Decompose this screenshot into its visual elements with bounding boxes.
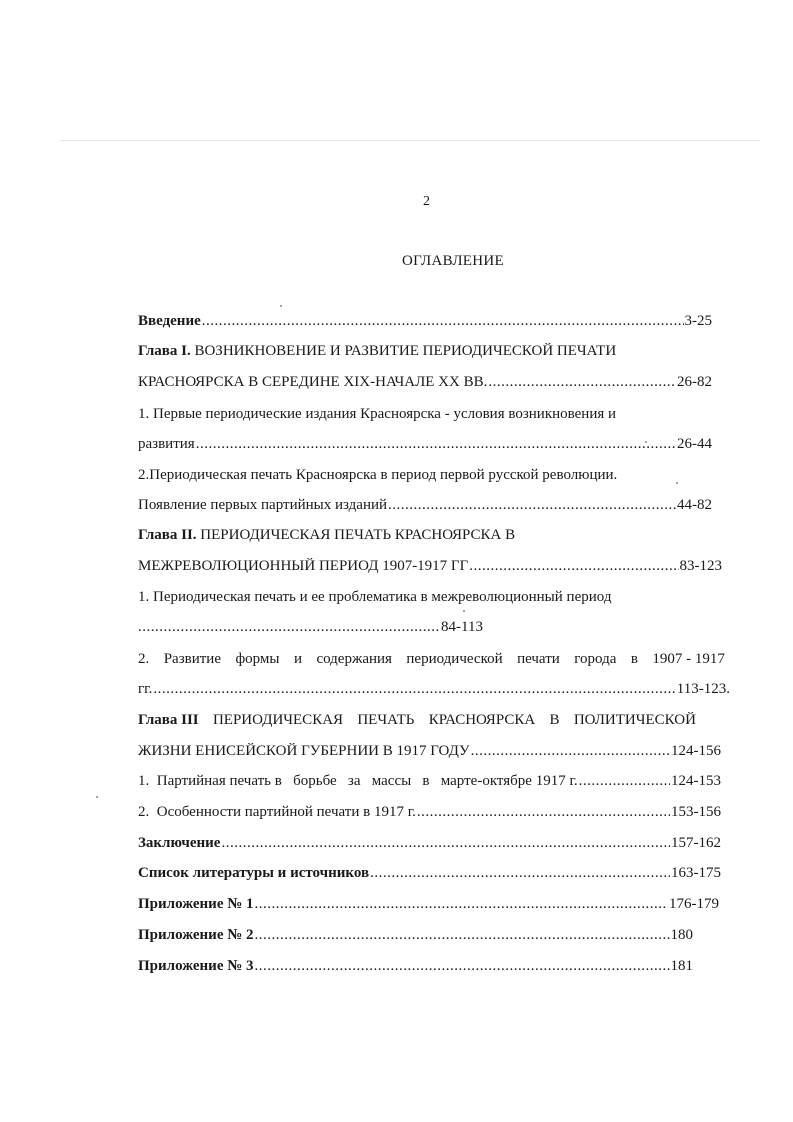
toc-entry-pages: 181: [670, 958, 693, 974]
chapter-title-line1: ВОЗНИКНОВЕНИЕ И РАЗВИТИЕ ПЕРИОДИЧЕСКОЙ ПЕЧАТИ: [194, 343, 617, 359]
section-title: 2. Особенности партийной печати в 1917 г.: [138, 804, 416, 820]
toc-entry-pages: 44-82: [677, 497, 712, 513]
toc-section-2-2-heading[interactable]: [138, 651, 725, 671]
toc-entry-pages: 84-113: [441, 619, 483, 635]
dot-leader: [255, 927, 670, 944]
toc-chapter-2[interactable]: [138, 558, 722, 578]
section-word: периодической: [406, 651, 503, 667]
dot-leader: [417, 804, 670, 821]
scan-speck: [280, 305, 282, 307]
chapter-word: ПЕЧАТЬ: [357, 712, 415, 728]
toc-entry-pages: 157-162: [671, 835, 721, 851]
toc-entry-label: Список литературы и источников: [138, 865, 370, 881]
toc-entry-label: Приложение № 3: [138, 958, 254, 974]
toc-section-2-1[interactable]: [138, 619, 483, 639]
dot-leader: [255, 958, 670, 975]
toc-entry-pages: 163-175: [671, 865, 721, 881]
dot-leader: [196, 436, 676, 453]
toc-entry-pages: 26-44: [677, 436, 712, 452]
dot-leader: [221, 835, 670, 852]
scan-speck: [463, 610, 465, 612]
toc-entry-appendix-1[interactable]: [138, 896, 719, 916]
scan-speck: [96, 796, 98, 798]
section-title: 1. Партийная печать в борьбе за массы в марте-октябре 1917 г.: [138, 773, 578, 789]
section-title-line1: 1. Первые периодические издания Красноярска - условия возникновения и: [138, 406, 617, 422]
scan-speck: [645, 441, 647, 443]
section-word: печати: [517, 651, 560, 667]
toc-entry-label: Приложение № 2: [138, 927, 254, 943]
chapter-title-line2: ЖИЗНИ ЕНИСЕЙСКОЙ ГУБЕРНИИ В 1917 ГОДУ: [138, 743, 470, 759]
toc-section-3-2[interactable]: [138, 804, 721, 824]
toc-entry-label: Приложение № 1: [138, 896, 254, 912]
toc-section-2-2[interactable]: [138, 681, 730, 701]
toc-entry-pages: 113-123.: [676, 681, 730, 697]
chapter-title-line1: ПЕРИОДИЧЕСКАЯ ПЕЧАТЬ КРАСНОЯРСКА В: [200, 527, 516, 543]
toc-entry-intro[interactable]: [138, 313, 712, 333]
toc-chapter-3[interactable]: [138, 743, 721, 763]
dot-leader: [138, 619, 440, 636]
section-title-line2: гг.: [138, 681, 153, 697]
toc-entry-label: Введение: [138, 313, 201, 329]
section-word: формы: [235, 651, 280, 667]
dot-leader: [388, 497, 676, 514]
toc-entry-conclusion[interactable]: [138, 835, 721, 855]
toc-entry-pages: 124-156: [671, 743, 721, 759]
dot-leader: [202, 313, 684, 330]
dot-leader: [469, 558, 678, 575]
toc-entry-pages: 180: [670, 927, 693, 943]
toc-chapter-2-heading[interactable]: [138, 527, 738, 547]
dot-leader: [370, 865, 670, 882]
toc-section-1-2-heading[interactable]: [138, 467, 738, 487]
section-title-line1: 2.Периодическая печать Красноярска в период первой русской революции.: [138, 467, 618, 483]
section-word: Развитие: [163, 651, 221, 667]
section-word: 1907 - 1917: [652, 651, 725, 667]
toc-entry-pages: 26-82: [677, 374, 712, 390]
toc-entry-pages: 3-25: [684, 313, 712, 329]
toc-entry-pages: 176-179: [669, 896, 719, 912]
section-title-line2: Появление первых партийных изданий: [138, 497, 388, 513]
toc-chapter-3-heading[interactable]: [138, 712, 696, 732]
section-word: и: [293, 651, 302, 667]
chapter-word: КРАСНОЯРСКА: [428, 712, 536, 728]
section-word: в: [630, 651, 638, 667]
scan-blank-area: [0, 0, 793, 135]
toc-entry-appendix-2[interactable]: [138, 927, 693, 947]
toc-chapter-1[interactable]: [138, 374, 712, 394]
section-word: города: [574, 651, 617, 667]
chapter-title-line2: КРАСНОЯРСКА В СЕРЕДИНЕ XIX-НАЧАЛЕ XX ВВ.: [138, 374, 488, 390]
section-title-line1: 1. Периодическая печать и ее проблематика в межреволюционный период: [138, 589, 612, 605]
chapter-word: ПОЛИТИЧЕСКОЙ: [573, 712, 696, 728]
toc-entry-pages: 124-153: [671, 773, 721, 789]
chapter-label: Глава III: [138, 712, 199, 728]
toc-section-3-1[interactable]: [138, 773, 721, 793]
chapter-label: Глава II.: [138, 527, 197, 543]
dot-leader: [471, 743, 670, 760]
section-word: содержания: [316, 651, 392, 667]
chapter-word: В: [549, 712, 560, 728]
toc-section-1-2[interactable]: [138, 497, 712, 517]
toc-chapter-1-heading[interactable]: [138, 343, 738, 363]
toc-section-1-1-heading[interactable]: [138, 406, 738, 426]
page-title: ОГЛАВЛЕНИЕ: [402, 253, 504, 269]
toc-entry-sources[interactable]: [138, 865, 721, 885]
section-title-line2: развития: [138, 436, 195, 452]
chapter-label: Глава I.: [138, 343, 191, 359]
toc-entry-pages: 153-156: [671, 804, 721, 820]
section-word: 2.: [138, 651, 150, 667]
toc-entry-label: Заключение: [138, 835, 221, 851]
scan-speck: [676, 482, 678, 484]
dot-leader: [255, 896, 668, 913]
dot-leader: [488, 374, 676, 391]
chapter-word: ПЕРИОДИЧЕСКАЯ: [212, 712, 344, 728]
dot-leader: [579, 773, 670, 790]
toc-entry-appendix-3[interactable]: [138, 958, 693, 978]
page-number: 2: [423, 194, 430, 209]
dot-leader: [153, 681, 675, 698]
toc-section-1-1[interactable]: [138, 436, 712, 456]
scan-edge-line: [60, 140, 760, 141]
chapter-title-line2: МЕЖРЕВОЛЮЦИОННЫЙ ПЕРИОД 1907-1917 ГГ: [138, 558, 469, 574]
toc-entry-pages: 83-123: [679, 558, 722, 574]
toc-section-2-1-heading[interactable]: [138, 589, 738, 609]
